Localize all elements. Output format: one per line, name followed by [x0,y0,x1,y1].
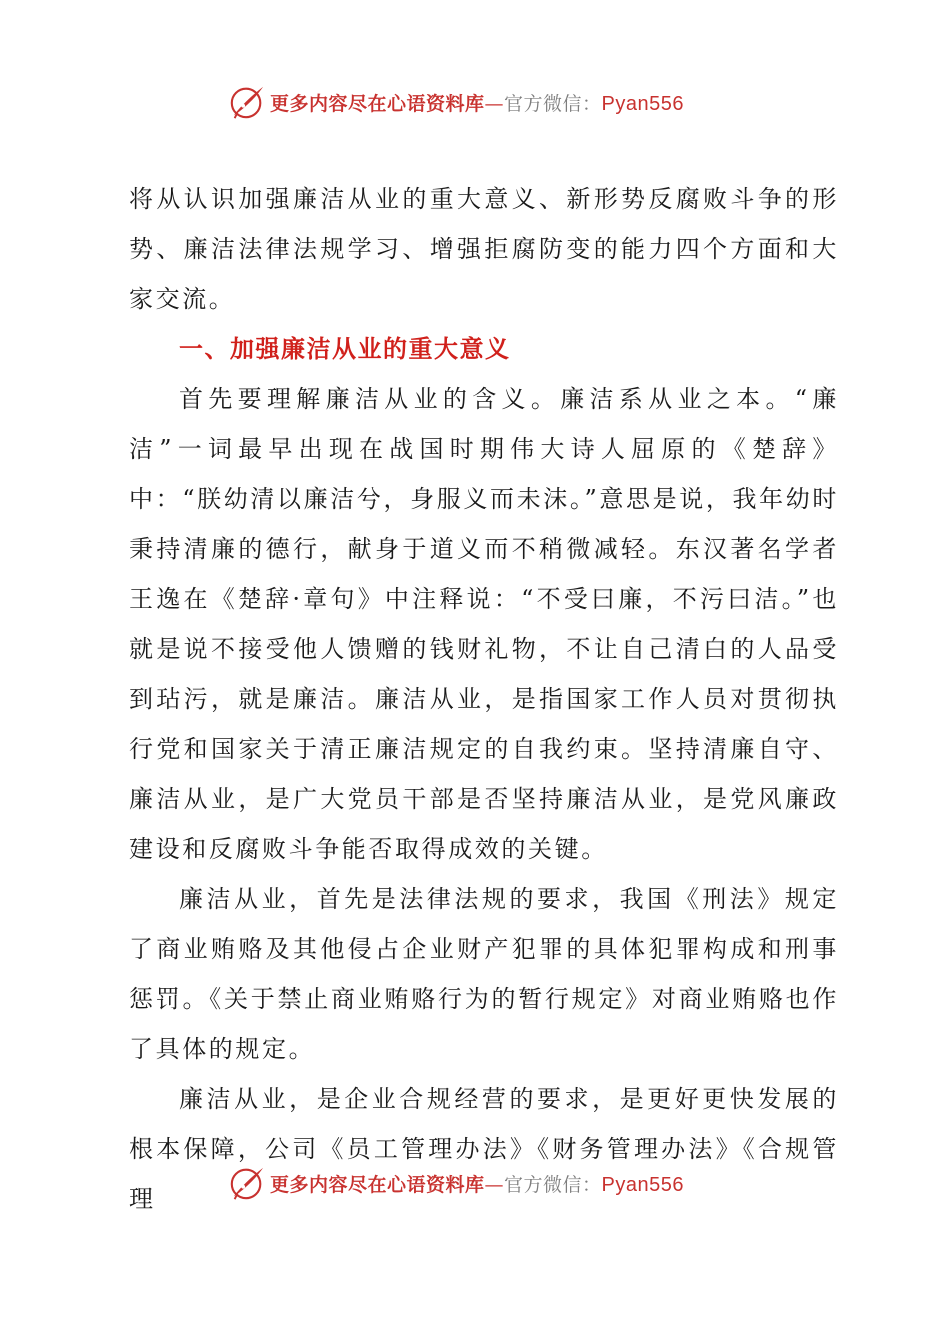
banner-text [270,1170,684,1197]
quill-logo-icon [228,83,266,121]
section-heading: 一、加强廉洁从业的重大意义 [179,334,511,363]
banner-text [270,89,684,116]
banner-wechat-id: Pyan556 [601,1173,684,1196]
banner-title: 更多内容尽在心语资料库 [270,1173,485,1196]
document-body [129,174,839,1224]
intro-paragraph: 将从认识加强廉洁从业的重大意义、新形势反腐败斗争的形势、廉洁法律法规学习、增强拒腐防变的能力四个方面和大家交流。 [129,185,839,313]
banner-wechat-id: Pyan556 [601,92,684,115]
header-banner [228,82,748,122]
footer-banner [228,1163,748,1203]
banner-title: 更多内容尽在心语资料库 [270,92,485,115]
banner-dash: — [484,92,505,115]
body-paragraph-2: 廉洁从业，首先是法律法规的要求，我国《刑法》规定了商业贿赂及其他侵占企业财产犯罪的具体犯罪构成和刑事惩罚。《关于禁止商业贿赂行为的暂行规定》对商业贿赂也作了具体的规定。 [129,885,839,1063]
banner-wechat-label: 官方微信： [504,92,602,115]
banner-wechat-label: 官方微信： [504,1173,602,1196]
body-paragraph-3: 廉洁从业，是企业合规经营的要求，是更好更快发展的根本保障，公司《员工管理办法》《财务管理办法》《合规管理 [129,1085,839,1213]
quill-logo-icon [228,1164,266,1202]
banner-dash: — [484,1173,505,1196]
body-paragraph-1: 首先要理解廉洁从业的含义。廉洁系从业之本。“廉洁”一词最早出现在战国时期伟大诗人屈原的《楚辞》中：“朕幼清以廉洁兮，身服义而未沫。”意思是说，我年幼时秉持清廉的德行，献身于道义而不稍微减轻。东汉著名学者王逸在《楚辞·章句》中注释说：“不受曰廉，不污曰洁。”也就是说不接受他人馈赠的钱财礼物，不让自己清白的人品受到玷污，就是廉洁。廉洁从业，是指国家工作人员对贯彻执行党和国家关于清正廉洁规定的自我约束。坚持清廉自守、廉洁从业，是广大党员干部是否坚持廉洁从业，是党风廉政建设和反腐败斗争能否取得成效的关键。 [129,385,839,863]
